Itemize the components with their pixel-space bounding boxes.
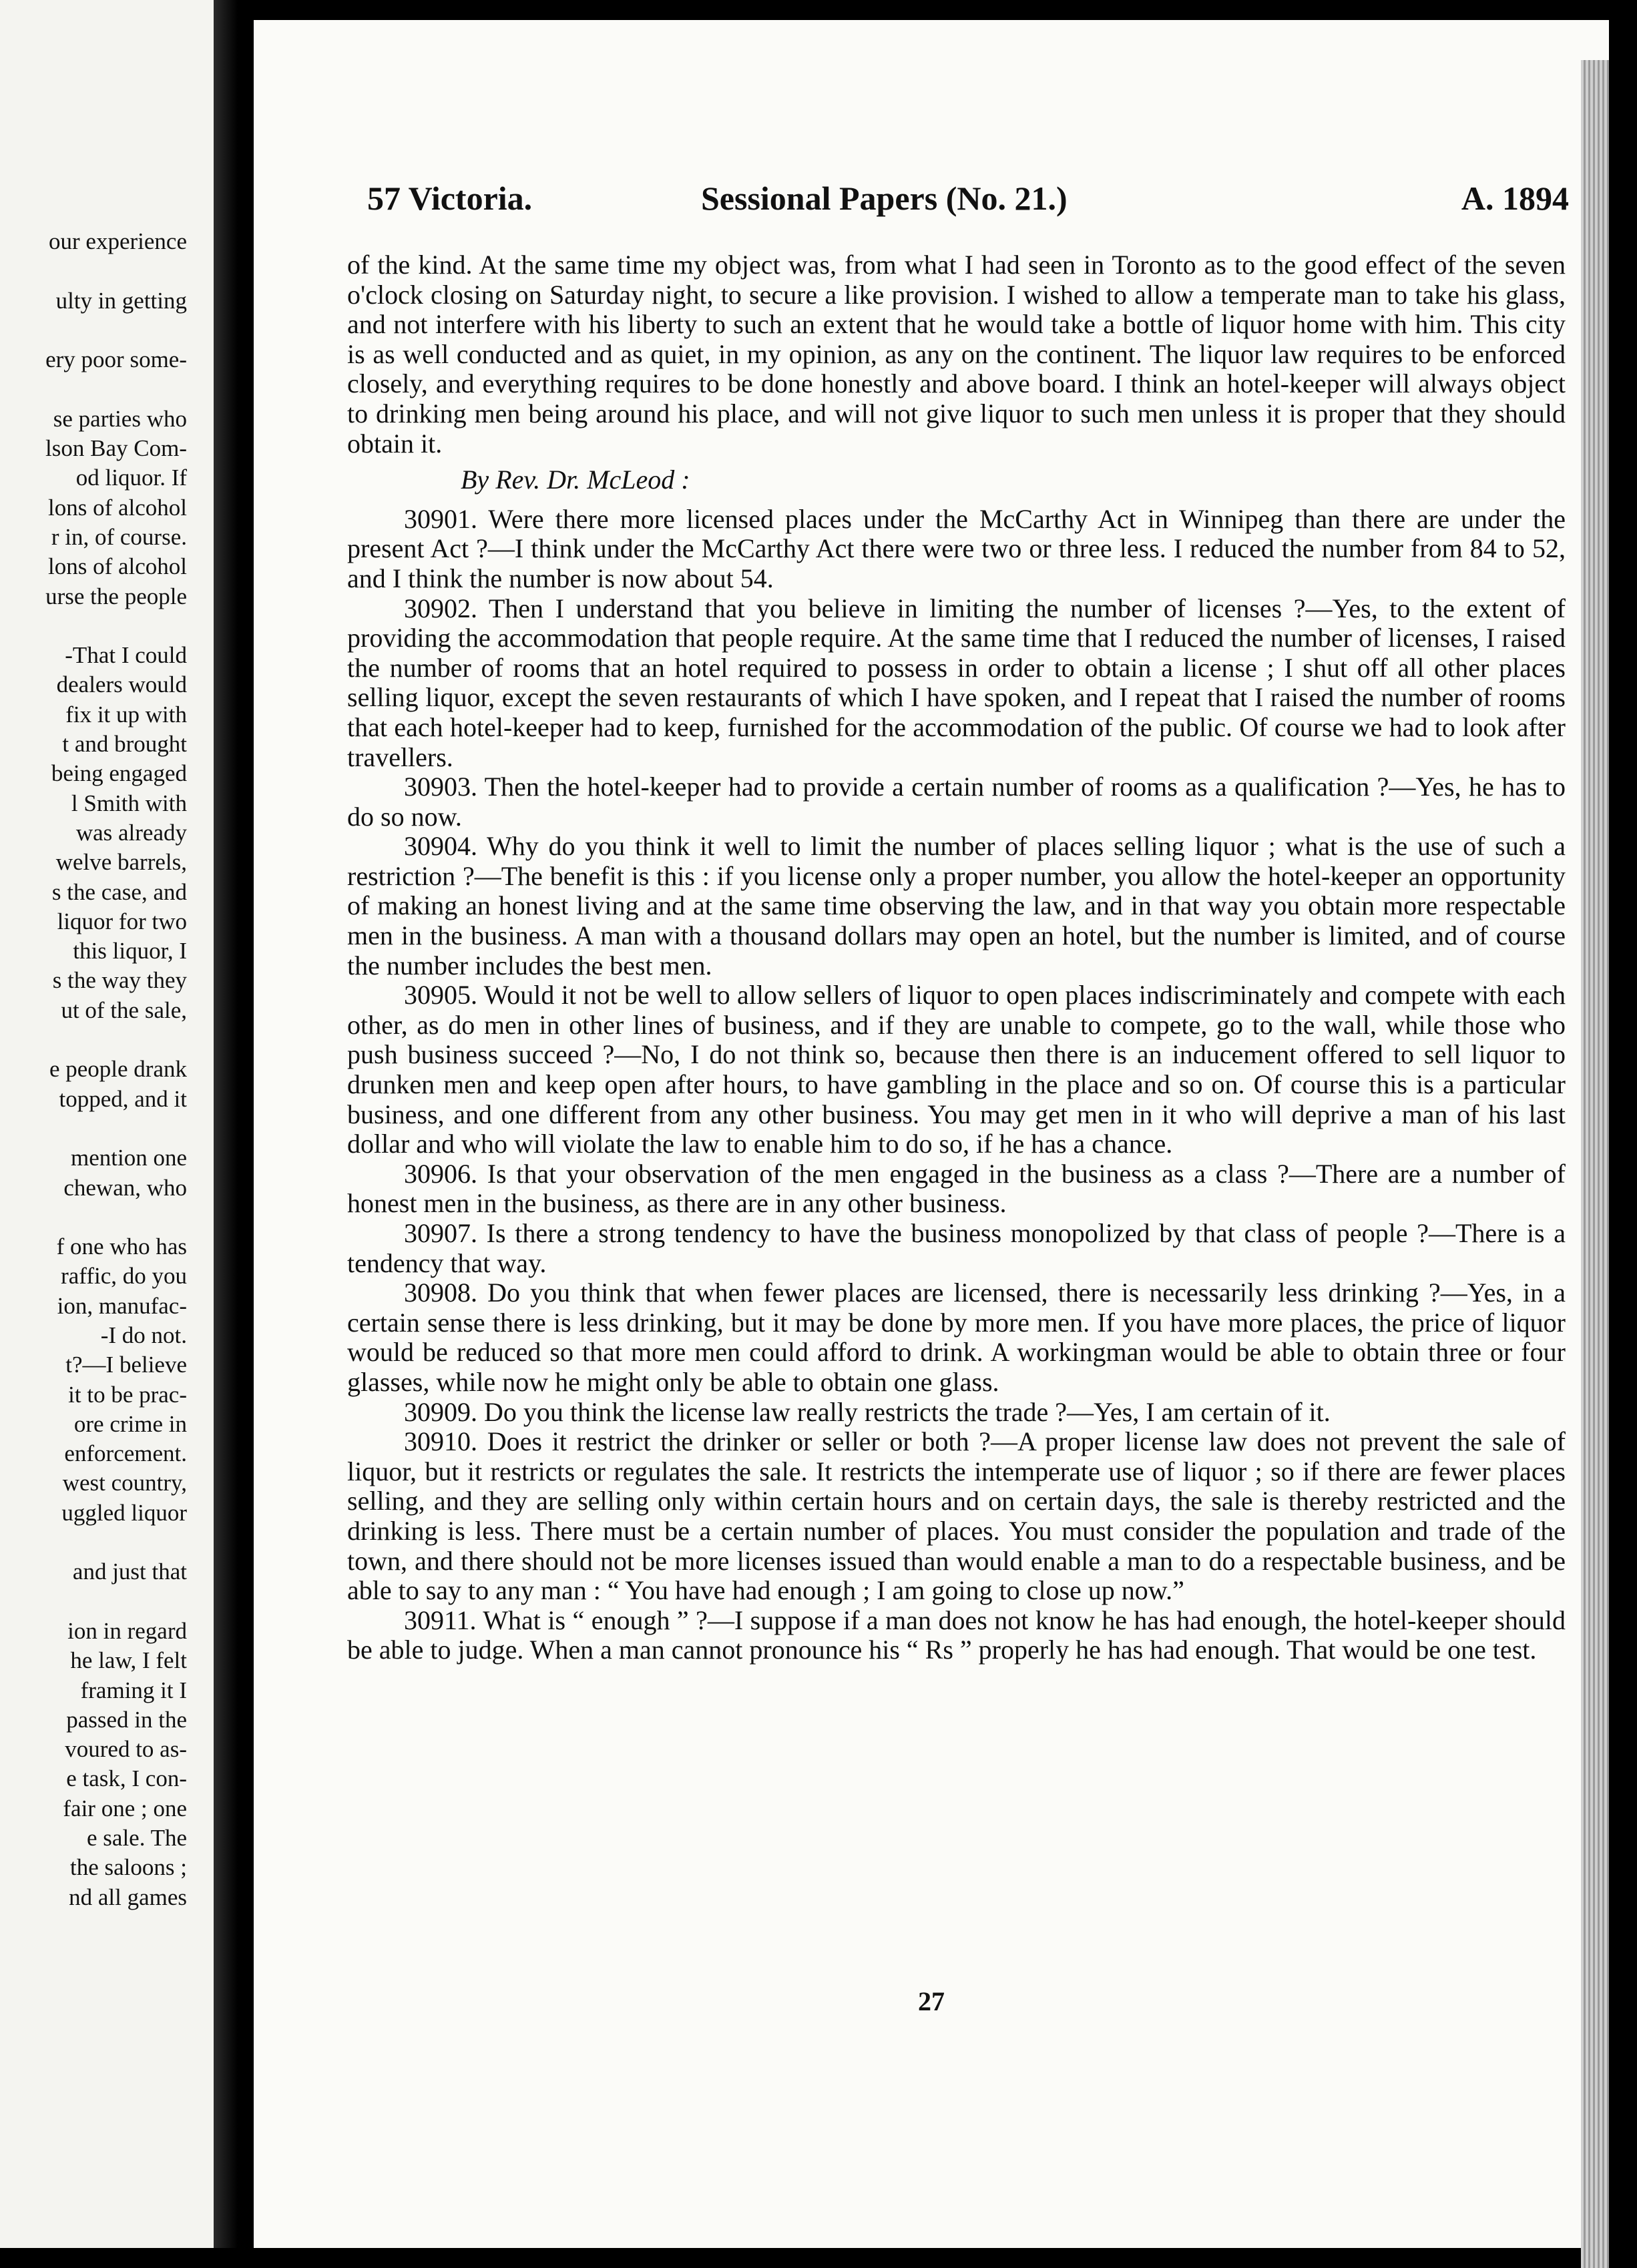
question-answer: 30905. Would it not be well to allow sellers of liquor to open places indiscriminately and compete with each other, as do men in other lines of business, and if they are unable to compete, go to the wall, while those who push business succeed ?—No, I do not think so, because then there is an inducement offered to sell liquor to drunken men and keep open after hours, to have gambling in the place and so on. Of course this is a particular business, and one different from any other business. You may get men in it who will deprive a man of his last dollar and who will violate the law to enable him to do so, if he has a chance. xyxy=(347,980,1566,1159)
facing-page-line: and just that xyxy=(72,1558,187,1585)
facing-page-line: t and brought xyxy=(62,731,187,758)
facing-page-line: was already xyxy=(75,819,187,846)
question-answer: 30901. Were there more licensed places under the McCarthy Act in Winnipeg than there are under the present Act ?—I think under the McCarthy Act there were two or three less. I reduced the number from 84 to 52, and I think the number is now about 54. xyxy=(347,503,1566,593)
facing-page-line xyxy=(0,1528,187,1557)
facing-page-line: e sale. The xyxy=(87,1825,187,1852)
facing-page-line: se parties who xyxy=(53,405,187,432)
facing-page-line: s the case, and xyxy=(51,878,187,905)
facing-page-line: fair one ; one xyxy=(63,1795,187,1821)
facing-page-text xyxy=(0,227,187,1912)
facing-page-line: r in, of course. xyxy=(51,523,187,550)
facing-page-line: ery poor some- xyxy=(45,346,187,373)
facing-page-line: topped, and it xyxy=(59,1085,187,1112)
facing-page-line: chewan, who xyxy=(63,1174,187,1201)
facing-page-line: the saloons ; xyxy=(70,1854,187,1881)
facing-page-line xyxy=(0,611,187,641)
facing-page-line: fix it up with xyxy=(65,701,187,728)
facing-page-line: ore crime in xyxy=(73,1410,187,1437)
facing-page-line: he law, I felt xyxy=(70,1647,187,1674)
document-page xyxy=(254,20,1609,2248)
question-answer: 30904. Why do you think it well to limit the number of places selling liquor ; what is the use of such a restriction ?—The benefit is this : if you license only a proper number, you allow the hotel-keeper an opportunity of making an honest living and at the same time observing the law, and in that way you obtain more respectable men in the business. A man with a thousand dollars may open an hotel, but the number is limited, and of course the number includes the best men. xyxy=(347,831,1566,980)
facing-page xyxy=(0,0,214,2248)
facing-page-line: e task, I con- xyxy=(66,1765,187,1792)
question-answer: 30908. Do you think that when fewer places are licensed, there is necessarily less drinking ?—Yes, in a certain sense there is less drinking, but it may be done by more men. If you have more places, the price of liquor would be reduced so that more men could afford to drink. A workingman would be able to obtain three or four glasses, while now he might only be able to obtain one glass. xyxy=(347,1278,1566,1397)
facing-page-line: west country, xyxy=(62,1470,187,1496)
facing-page-line: mention one xyxy=(71,1145,187,1171)
question-answer: 30906. Is that your observation of the men engaged in the business as a class ?—There are a number of honest men in the business, as there are in any other business. xyxy=(347,1158,1566,1219)
facing-page-line: t?—I believe xyxy=(65,1352,187,1378)
header-session: 57 Victoria. xyxy=(367,180,533,217)
facing-page-line: urse the people xyxy=(45,583,187,609)
page-edges xyxy=(1581,60,1609,2268)
facing-page-line: enforcement. xyxy=(64,1440,187,1467)
facing-page-line: od liquor. If xyxy=(75,465,187,491)
facing-page-line: ut of the sale, xyxy=(61,997,187,1023)
facing-page-line: f one who has xyxy=(56,1233,187,1260)
facing-page-line xyxy=(0,374,187,404)
facing-page-line xyxy=(0,1203,187,1232)
book-gutter xyxy=(214,0,254,2248)
facing-page-line xyxy=(0,316,187,345)
facing-page-line: e people drank xyxy=(49,1056,187,1083)
facing-page-line: -That I could xyxy=(65,642,187,669)
question-answer: 30910. Does it restrict the drinker or seller or both ?—A proper license law does not prevent the sale of liquor, but it restricts or regulates the sale. It restricts the intemperate use of liquor ; so if there are fewer places selling, and they are selling only within certain hours and on certain days, the sale is thereby restricted and the drinking is less. There must be a certain number of places. You must consider the population and trade of the town, and there should not be more licenses issued than would enable a man to do a respectable business, and be able to say to any man : “ You have had enough ; I am going to close up now.” xyxy=(347,1426,1566,1606)
facing-page-line: ion, manufac- xyxy=(57,1292,187,1319)
header-title: Sessional Papers (No. 21.) xyxy=(701,180,1068,217)
facing-page-line: welve barrels, xyxy=(55,849,187,876)
facing-page-line: ulty in getting xyxy=(55,287,187,314)
facing-page-line xyxy=(0,256,187,286)
facing-page-line: dealers would xyxy=(56,671,187,698)
facing-page-line: voured to as- xyxy=(65,1736,187,1763)
continuation-paragraph: of the kind. At the same time my object was, from what I had seen in Toronto as to the good effect of the seven o'clock closing on Saturday night, to secure a like provision. I wished to allow a temperate man to take his glass, and not interfere with his liberty to such an extent that he would take a bottle of liquor home with him. This city is as well conducted and as quiet, in my opinion, as any on the continent. The liquor law requires to be enforced closely, and everything requires to be done honestly and above board. I think an hotel-keeper will always object to drinking men being around his place, and will not give liquor to such men unless it is proper that they should obtain it. xyxy=(347,250,1566,459)
facing-page-line: lson Bay Com- xyxy=(45,435,187,462)
facing-page-line xyxy=(0,1025,187,1055)
page-number: 27 xyxy=(918,1986,945,2016)
facing-page-line: s the way they xyxy=(52,967,187,994)
facing-page-line: this liquor, I xyxy=(73,938,187,964)
facing-page-line: ion in regard xyxy=(67,1617,187,1644)
facing-page-line: uggled liquor xyxy=(61,1499,187,1526)
facing-page-line: raffic, do you xyxy=(61,1263,187,1290)
facing-page-line: it to be prac- xyxy=(68,1381,187,1408)
facing-page-line: nd all games xyxy=(69,1884,187,1910)
header-year: A. 1894 xyxy=(1461,180,1569,217)
facing-page-line: framing it I xyxy=(80,1677,187,1703)
facing-page-line: -I do not. xyxy=(100,1322,187,1348)
question-answer: 30903. Then the hotel-keeper had to provide a certain number of rooms as a qualification ?—Yes, he has to do so now. xyxy=(347,772,1566,832)
facing-page-line: liquor for two xyxy=(57,908,187,934)
question-answer: 30902. Then I understand that you believe in limiting the number of licenses ?—Yes, to the extent of providing the accommodation that people require. At the same time that I reduced the number of licenses, I raised the number of rooms that an hotel required to possess in order to obtain a license ; I shut off all other places selling liquor, except the seven restaurants of which I have spoken, and I repeat that I raised the number of rooms that each hotel-keeper had to keep, furnished for the accommodation of the public. Of course we had to look after travellers. xyxy=(347,593,1566,772)
facing-page-line: l Smith with xyxy=(71,790,187,816)
facing-page-line: being engaged xyxy=(51,760,187,787)
facing-page-line xyxy=(0,1114,187,1143)
question-answer: 30909. Do you think the license law really restricts the trade ?—Yes, I am certain of it. xyxy=(404,1396,1331,1427)
facing-page-line xyxy=(0,1587,187,1617)
speaker-heading: By Rev. Dr. McLeod : xyxy=(461,465,690,495)
facing-page-line: passed in the xyxy=(66,1706,187,1733)
question-answer: 30907. Is there a strong tendency to have the business monopolized by that class of people ?—There is a tendency that way. xyxy=(347,1218,1566,1278)
facing-page-line: our experience xyxy=(49,228,187,254)
facing-page-line: lons of alcohol xyxy=(47,494,187,521)
question-answer: 30911. What is “ enough ” ?—I suppose if a man does not know he has had enough, the hotel-keeper should be able to judge. When a man cannot pronounce his “ Rs ” properly he has had enough. That would be one test. xyxy=(347,1605,1566,1665)
facing-page-line: lons of alcohol xyxy=(47,553,187,580)
testimony-body xyxy=(347,250,1566,1665)
